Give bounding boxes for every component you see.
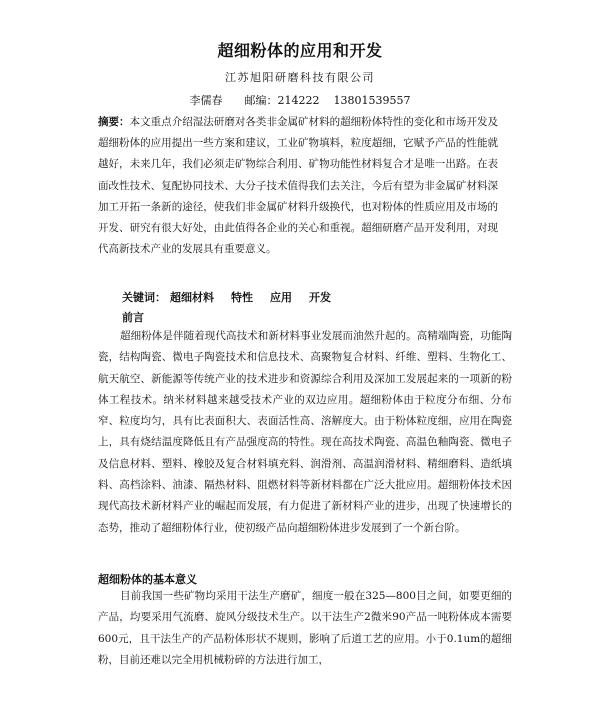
keywords-label: 关键词： <box>122 291 166 304</box>
paper-title: 超细粉体的应用和开发 <box>217 41 383 60</box>
keyword-item: 开发 <box>309 291 331 304</box>
keyword-item: 应用 <box>270 291 292 304</box>
author-organization: 江苏旭阳研磨科技有限公司 <box>225 71 375 84</box>
author-phone: 13801539557 <box>333 94 411 107</box>
intro-heading: 前言 <box>122 311 144 324</box>
keyword-item: 超细材料 <box>170 291 214 304</box>
author-postcode: 邮编：214222 <box>244 94 320 107</box>
author-line <box>0 92 600 108</box>
keyword-item: 特性 <box>231 291 253 304</box>
abstract <box>98 112 498 260</box>
keywords <box>122 289 331 305</box>
intro-paragraph: 超细粉体是伴随着现代高技术和新材料事业发展而油然升起的。高精端陶瓷，功能陶瓷，结构陶瓷、微电子陶瓷技术和信息技术、高聚物复合材料、纤维、塑料、生物化工、航天航空、新能源等传统产业的技术进步和资源综合利用及深加工发展起来的一项新的粉体工程技术。纳米材料越来越受技术产业的双边应用。超细粉体由于粒度分布细、分布窄、粒度均匀，具有比表面积大、表面活性高、溶解度大。由于粉体粒度细，应用在陶瓷上，具有烧结温度降低且有产品强度高的特性。现在高技术陶瓷、高温色釉陶瓷、微电子及信息材料、塑料、橡胶及复合材料填充料、润滑剂、高温润滑材料、精细磨料、造纸填料、高档涂料、油漆、隔热材料、阻燃材料等新材料都在广泛大批应用。超细粉体技术因现代高技术新材料产业的崛起而发展，有力促进了新材料产业的进步，出现了快速增长的态势，推动了超细粉体行业，使初级产品向超细粉体进步发展到了一个新台阶。 <box>98 330 512 534</box>
abstract-text: 本文重点介绍湿法研磨对各类非金属矿材料的超细粉体特性的变化和市场开发及超细粉体的应用提出一些方案和建议，工业矿物填料，粒度超细，它赋予产品的性能就越好，未来几年，我们必须走矿物综合利用、矿物功能性材料复合才是唯一出路。在表面改性技术、复配协同技术、大分子技术值得我们去关注，今后有望为非金属矿材料深加工开拓一条新的途径，使我们非金属矿材料升级换代，也对粉体的性质应用及市场的开发、研究有很大好处，由此值得各企业的关心和重视。超细研磨产品开发利用，对现代高新技术产业的发展具有重要意义。 <box>98 116 499 256</box>
abstract-label: 摘要： <box>98 116 130 128</box>
section-paragraph: 目前我国一些矿物均采用干法生产磨矿，细度一般在325—800目之间，如要更细的产品，均要采用气流磨、旋风分级技术生产。以干法生产2微米90产品一吨粉体成本需要600元，且干法生产的产品粉体形状不规则，影响了后道工艺的应用。小于0.1um的超细粉，目前还难以完全用机械粉碎的方法进行加工， <box>98 590 512 666</box>
author-name: 李儒春 <box>189 94 223 107</box>
section-heading: 超细粉体的基本意义 <box>98 573 197 586</box>
